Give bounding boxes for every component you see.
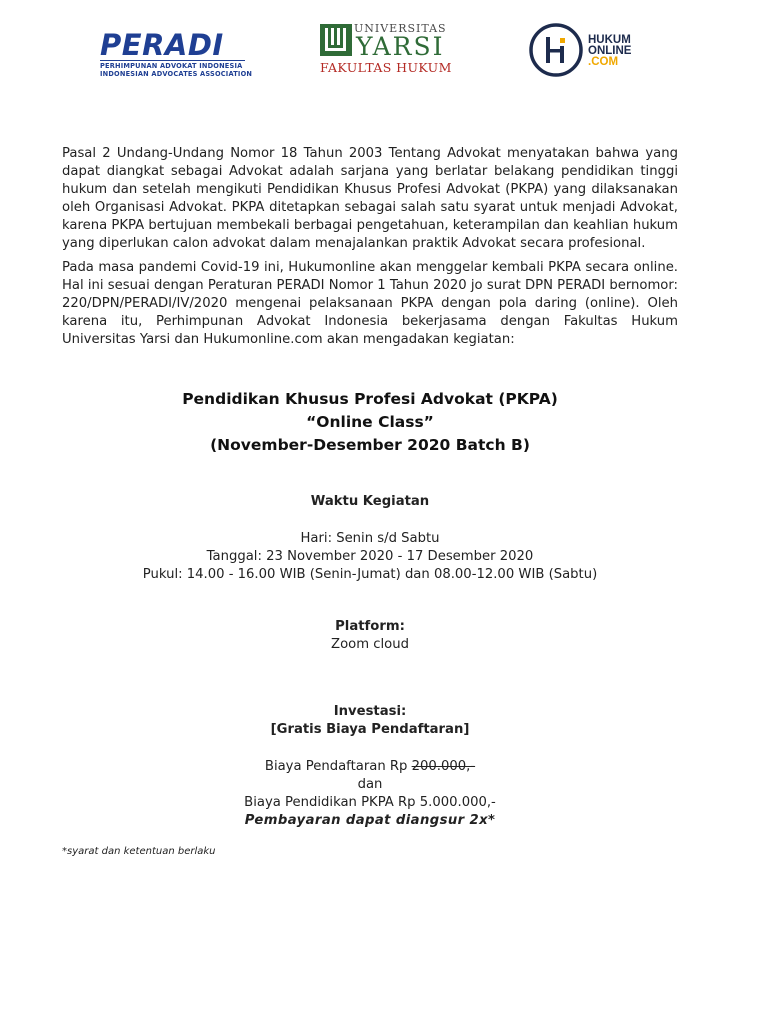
installment-note: Pembayaran dapat diangsur 2x*	[244, 813, 496, 828]
yarsi-name-label: YARSI	[356, 32, 445, 61]
terms-footnote: *syarat dan ketentuan berlaku	[62, 846, 216, 857]
registration-fee-label: Biaya Pendaftaran Rp	[264, 759, 412, 774]
peradi-logo-subtitle-en: INDONESIAN ADVOCATES ASSOCIATION	[100, 70, 253, 78]
schedule-section	[0, 493, 740, 584]
schedule-time: Pukul: 14.00 - 16.00 WIB (Senin-Jumat) dan 08.00-12.00 WIB (Sabtu)	[142, 567, 598, 582]
schedule-day: Hari: Senin s/d Sabtu	[300, 531, 440, 546]
event-title-line-3: (November-Desember 2020 Batch B)	[210, 436, 530, 454]
schedule-heading: Waktu Kegiatan	[310, 494, 430, 509]
hukumonline-word-2: ONLINE	[588, 45, 632, 57]
peradi-logo	[100, 28, 253, 86]
intro-paragraph-2: Pada masa pandemi Covid-19 ini, Hukumonline akan menggelar kembali PKPA secara online. Hal ini sesuai dengan Peraturan PERADI Nomor 1 Tahun 2020 jo surat DPN PERADI bernomor: 220/DPN/PERADI/IV/2020 mengenai pelaksanaan PKPA dengan pola daring (online). Oleh karena itu, Perhimpunan Advokat Indonesia bekerjasama dengan Fakultas Hukum Universitas Yarsi dan Hukumonline.com akan mengadakan kegiatan:	[62, 260, 678, 347]
platform-value: Zoom cloud	[331, 637, 409, 652]
yarsi-logo	[320, 22, 450, 84]
registration-fee-line	[0, 758, 740, 776]
hukumonline-wordmark	[588, 35, 631, 68]
yarsi-university-label: UNIVERSITAS	[354, 22, 447, 35]
hukumonline-h-icon	[528, 22, 584, 78]
hukumonline-word-1: HUKUM	[588, 34, 631, 46]
logo-bar	[0, 18, 768, 88]
tuition-fee-line: Biaya Pendidikan PKPA Rp 5.000.000,-	[244, 795, 496, 810]
platform-heading: Platform:	[335, 619, 405, 634]
intro-paragraph-1: Pasal 2 Undang-Undang Nomor 18 Tahun 2003 Tentang Advokat menyatakan bahwa yang dapat diangkat sebagai Advokat adalah sarjana yang berlatar belakang pendidikan tinggi hukum dan setelah mengikuti Pendidikan Khusus Profesi Advokat (PKPA) yang dilaksanakan oleh Organisasi Advokat. PKPA ditetapkan sebagai salah satu syarat untuk menjadi Advokat, karena PKPA bertujuan membekali berbagai pengetahuan, keterampilan dan keahlian hukum yang diperlukan calon advokat dalam menajalankan praktik Advokat secara profesional.	[62, 146, 678, 251]
peradi-logo-text: PERADI	[100, 28, 224, 62]
hukumonline-logo	[528, 22, 648, 82]
schedule-date: Tanggal: 23 November 2020 - 17 Desember 2020	[206, 549, 534, 564]
investment-section	[0, 703, 740, 739]
registration-fee-value: 200.000,-	[411, 759, 476, 774]
investment-heading: Investasi:	[333, 704, 407, 719]
platform-section	[0, 618, 740, 654]
event-title	[0, 388, 740, 457]
pricing-conjunction: dan	[357, 777, 383, 792]
yarsi-faculty-label: FAKULTAS HUKUM	[320, 60, 452, 75]
pricing-section	[0, 758, 740, 830]
investment-subheading: [Gratis Biaya Pendaftaran]	[270, 722, 470, 737]
intro-section	[62, 145, 678, 355]
peradi-logo-subtitle-id: PERHIMPUNAN ADVOKAT INDONESIA	[100, 60, 245, 70]
yarsi-emblem-icon	[320, 24, 352, 56]
event-title-line-1: Pendidikan Khusus Profesi Advokat (PKPA)	[182, 390, 558, 408]
event-title-line-2: “Online Class”	[306, 413, 434, 431]
hukumonline-word-3: .COM	[588, 56, 619, 68]
